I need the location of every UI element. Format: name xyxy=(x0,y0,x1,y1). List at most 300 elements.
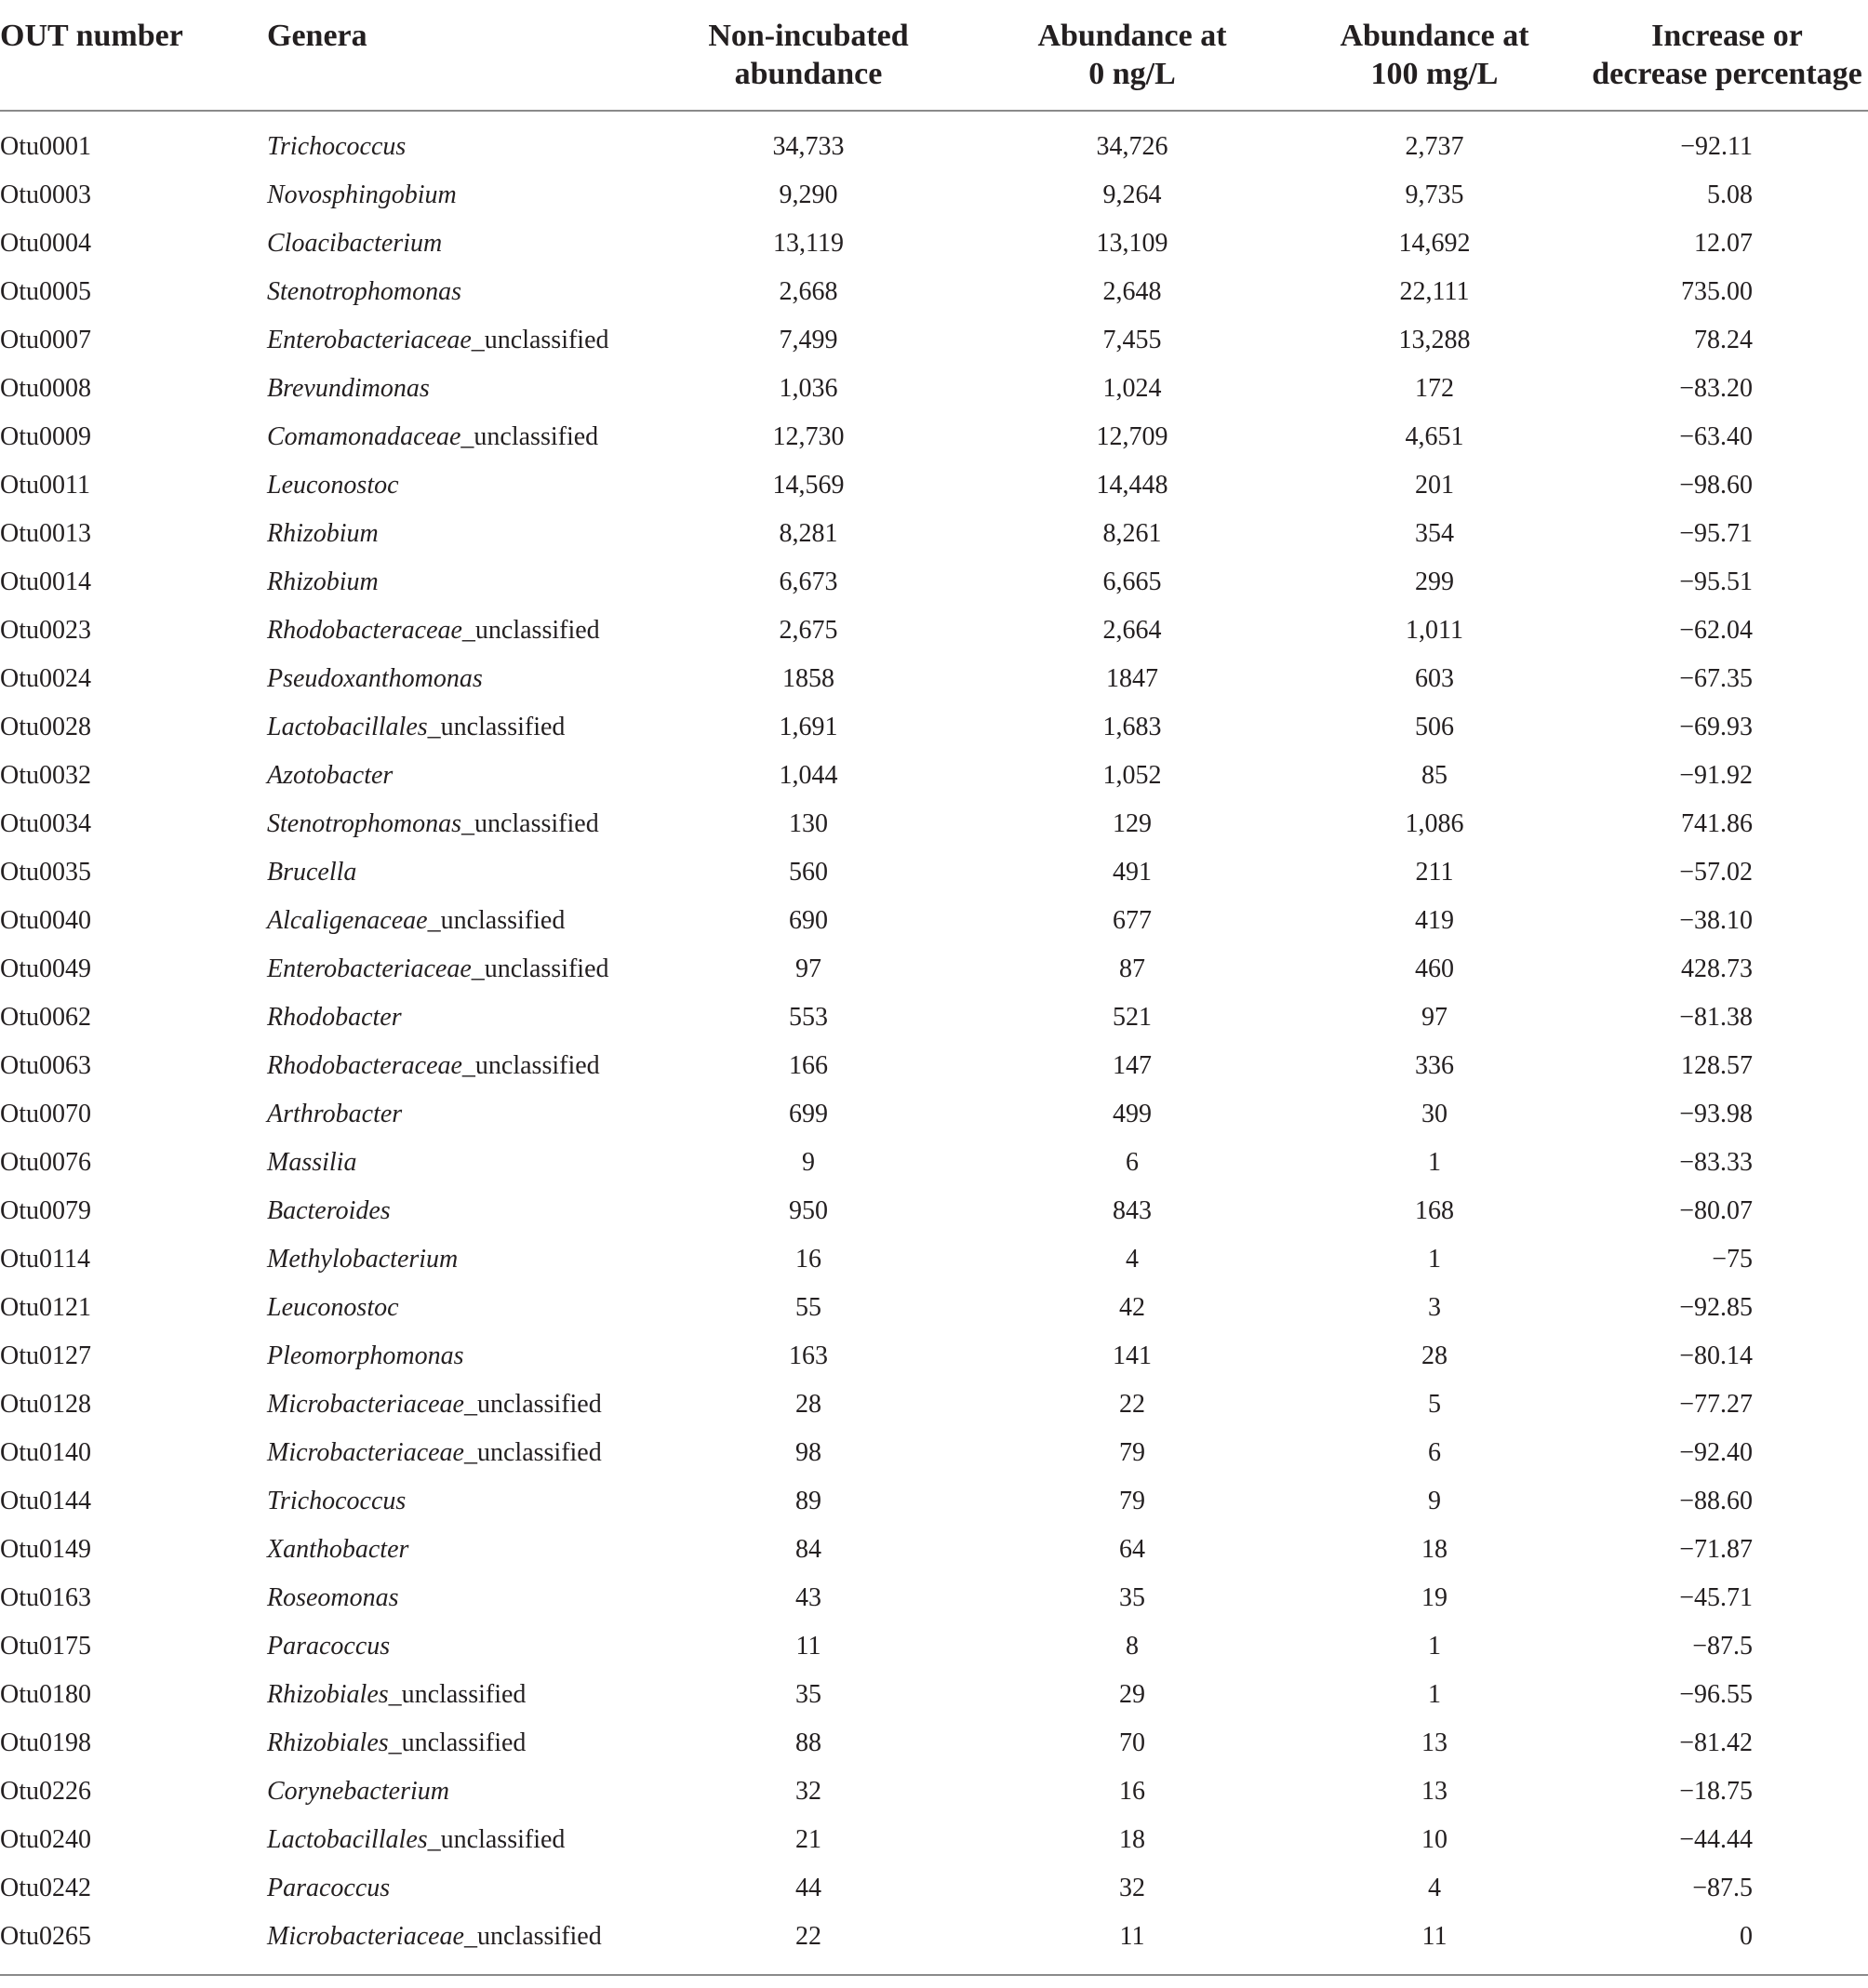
genera-cell xyxy=(267,1284,635,1332)
non-incubated-cell: 16 xyxy=(795,1245,821,1274)
change-percentage-cell: −95.51 xyxy=(1679,567,1753,596)
abundance-0-cell: 14,448 xyxy=(1096,471,1168,500)
genus-name: Massilia xyxy=(267,1148,357,1177)
genus-suffix: _unclassified xyxy=(427,713,566,741)
table-row xyxy=(0,1332,1868,1381)
abundance-100-cell: 9,735 xyxy=(1405,180,1464,209)
otu-number-cell: Otu0144 xyxy=(0,1487,91,1515)
otu-number-cell: Otu0265 xyxy=(0,1922,91,1951)
genus-suffix: _unclassified xyxy=(388,1680,527,1709)
table-row xyxy=(0,1187,1868,1235)
table-row xyxy=(0,365,1868,413)
non-incubated-cell: 2,675 xyxy=(779,616,838,645)
abundance-100-cell: 10 xyxy=(1421,1825,1448,1854)
genus-suffix: _unclassified xyxy=(463,1922,602,1951)
otu-number-cell: Otu0079 xyxy=(0,1196,91,1225)
abundance-0-cell: 6 xyxy=(1126,1148,1139,1177)
non-incubated-cell: 130 xyxy=(789,809,828,838)
genus-name: Stenotrophomonas xyxy=(267,809,461,838)
non-incubated-cell: 98 xyxy=(795,1438,821,1467)
genus-name: Novosphingobium xyxy=(267,180,457,209)
change-percentage-cell: −88.60 xyxy=(1679,1487,1753,1515)
table-row xyxy=(0,1235,1868,1284)
otu-number-cell: Otu0007 xyxy=(0,326,91,354)
genus-name: Microbacteriaceae xyxy=(267,1438,464,1467)
table-row xyxy=(0,1574,1868,1622)
genera-cell xyxy=(267,703,635,752)
table-row xyxy=(0,461,1868,510)
abundance-100-cell: 1,086 xyxy=(1405,809,1464,838)
non-incubated-cell: 163 xyxy=(789,1341,828,1370)
abundance-0-cell: 1,024 xyxy=(1102,374,1162,403)
genus-name: Enterobacteriaceae xyxy=(267,326,472,354)
abundance-100-cell: 211 xyxy=(1415,858,1454,887)
table-row xyxy=(0,268,1868,316)
non-incubated-cell: 2,668 xyxy=(779,277,838,306)
genus-name: Brucella xyxy=(267,858,357,887)
non-incubated-cell: 12,730 xyxy=(772,422,845,451)
change-percentage-cell: −87.5 xyxy=(1692,1874,1753,1902)
genera-cell xyxy=(267,800,635,848)
change-percentage-cell: −81.38 xyxy=(1679,1003,1753,1032)
change-percentage-cell: 0 xyxy=(1740,1922,1753,1951)
non-incubated-cell: 1858 xyxy=(782,664,834,693)
change-percentage-cell: −63.40 xyxy=(1679,422,1753,451)
non-incubated-cell: 35 xyxy=(795,1680,821,1709)
non-incubated-cell: 97 xyxy=(795,954,821,983)
table-row xyxy=(0,558,1868,607)
abundance-0-cell: 1847 xyxy=(1106,664,1158,693)
otu-number-cell: Otu0242 xyxy=(0,1874,91,1902)
genera-cell xyxy=(267,1429,635,1477)
table-row xyxy=(0,1090,1868,1139)
genus-suffix: _unclassified xyxy=(461,1051,600,1080)
change-percentage-cell: −62.04 xyxy=(1679,616,1753,645)
genus-name: Roseomonas xyxy=(267,1583,399,1612)
abundance-100-cell: 460 xyxy=(1415,954,1454,983)
genera-cell xyxy=(267,171,635,220)
table-row xyxy=(0,220,1868,268)
abundance-100-cell: 172 xyxy=(1415,374,1454,403)
otu-number-cell: Otu0028 xyxy=(0,713,91,741)
otu-number-cell: Otu0070 xyxy=(0,1100,91,1128)
table-row xyxy=(0,123,1868,171)
change-percentage-cell: −92.40 xyxy=(1679,1438,1753,1467)
otu-number-cell: Otu0004 xyxy=(0,229,91,258)
table-row xyxy=(0,1816,1868,1864)
change-percentage-cell: −18.75 xyxy=(1679,1777,1753,1806)
genera-cell xyxy=(267,1477,635,1526)
header-spacer-cell xyxy=(0,111,1868,123)
abundance-100-cell: 1 xyxy=(1428,1680,1441,1709)
genus-name: Rhizobium xyxy=(267,519,379,548)
genus-name: Arthrobacter xyxy=(267,1100,403,1128)
genera-cell xyxy=(267,316,635,365)
header-abundance-100-line1: Abundance at xyxy=(1340,19,1529,53)
abundance-100-cell: 3 xyxy=(1428,1293,1441,1322)
abundance-0-cell: 491 xyxy=(1113,858,1152,887)
genera-cell xyxy=(267,897,635,945)
abundance-0-cell: 16 xyxy=(1119,1777,1145,1806)
abundance-100-cell: 4,651 xyxy=(1405,422,1464,451)
change-percentage-cell: −98.60 xyxy=(1679,471,1753,500)
abundance-100-cell: 603 xyxy=(1415,664,1454,693)
abundance-0-cell: 1,052 xyxy=(1102,761,1162,790)
abundance-0-cell: 79 xyxy=(1119,1487,1145,1515)
abundance-0-cell: 29 xyxy=(1119,1680,1145,1709)
abundance-100-cell: 1 xyxy=(1428,1632,1441,1661)
abundance-0-cell: 147 xyxy=(1113,1051,1152,1080)
change-percentage-cell: −38.10 xyxy=(1679,906,1753,935)
change-percentage-cell: −80.07 xyxy=(1679,1196,1753,1225)
abundance-0-cell: 11 xyxy=(1119,1922,1145,1951)
otu-number-cell: Otu0127 xyxy=(0,1341,91,1370)
abundance-0-cell: 35 xyxy=(1119,1583,1145,1612)
genus-name: Pseudoxanthomonas xyxy=(267,664,483,693)
change-percentage-cell: 428.73 xyxy=(1681,954,1753,983)
abundance-100-cell: 28 xyxy=(1421,1341,1448,1370)
header-row xyxy=(0,0,1868,111)
non-incubated-cell: 55 xyxy=(795,1293,821,1322)
genera-cell xyxy=(267,945,635,994)
abundance-100-cell: 201 xyxy=(1415,471,1454,500)
genus-name: Azotobacter xyxy=(267,761,394,790)
genus-name: Rhizobiales xyxy=(267,1680,389,1709)
non-incubated-cell: 6,673 xyxy=(779,567,838,596)
non-incubated-cell: 166 xyxy=(789,1051,828,1080)
change-percentage-cell: −92.11 xyxy=(1680,132,1753,161)
genera-cell xyxy=(267,655,635,703)
genera-cell xyxy=(267,752,635,800)
change-percentage-cell: −75 xyxy=(1712,1245,1753,1274)
genera-cell xyxy=(267,1913,635,1961)
abundance-0-cell: 9,264 xyxy=(1102,180,1162,209)
otu-number-cell: Otu0035 xyxy=(0,858,91,887)
genera-cell xyxy=(267,1816,635,1864)
table-row xyxy=(0,800,1868,848)
table-row xyxy=(0,1139,1868,1187)
genus-name: Leuconostoc xyxy=(267,471,399,500)
otu-number-cell: Otu0163 xyxy=(0,1583,91,1612)
abundance-0-cell: 521 xyxy=(1113,1003,1152,1032)
abundance-0-cell: 677 xyxy=(1113,906,1152,935)
genera-cell xyxy=(267,1332,635,1381)
change-percentage-cell: 741.86 xyxy=(1681,809,1753,838)
header-abundance-100 xyxy=(1283,0,1586,111)
abundance-0-cell: 22 xyxy=(1119,1390,1145,1419)
abundance-0-cell: 79 xyxy=(1119,1438,1145,1467)
otu-number-cell: Otu0149 xyxy=(0,1535,91,1564)
table-row xyxy=(0,1671,1868,1719)
change-percentage-cell: −87.5 xyxy=(1692,1632,1753,1661)
abundance-0-cell: 8,261 xyxy=(1102,519,1162,548)
abundance-0-cell: 2,664 xyxy=(1102,616,1162,645)
otu-number-cell: Otu0032 xyxy=(0,761,91,790)
non-incubated-cell: 44 xyxy=(795,1874,821,1902)
genus-name: Brevundimonas xyxy=(267,374,430,403)
abundance-0-cell: 8 xyxy=(1126,1632,1139,1661)
genera-cell xyxy=(267,994,635,1042)
change-percentage-cell: 5.08 xyxy=(1707,180,1753,209)
header-genera: Genera xyxy=(267,0,635,111)
genera-cell xyxy=(267,1719,635,1768)
change-percentage-cell: 735.00 xyxy=(1681,277,1753,306)
otu-number-cell: Otu0240 xyxy=(0,1825,91,1854)
otu-number-cell: Otu0049 xyxy=(0,954,91,983)
genera-cell xyxy=(267,1042,635,1090)
table-row xyxy=(0,945,1868,994)
abundance-100-cell: 506 xyxy=(1415,713,1454,741)
abundance-100-cell: 6 xyxy=(1428,1438,1441,1467)
otu-number-cell: Otu0076 xyxy=(0,1148,91,1177)
genus-suffix: _unclassified xyxy=(463,1390,602,1419)
change-percentage-cell: 12.07 xyxy=(1694,229,1753,258)
table-row xyxy=(0,1622,1868,1671)
table-body xyxy=(0,111,1868,1961)
change-percentage-cell: −91.92 xyxy=(1679,761,1753,790)
genera-cell xyxy=(267,413,635,461)
genus-name: Rhizobium xyxy=(267,567,379,596)
non-incubated-cell: 32 xyxy=(795,1777,821,1806)
abundance-100-cell: 14,692 xyxy=(1398,229,1471,258)
genus-name: Rhodobacteraceae xyxy=(267,1051,462,1080)
header-change-line1: Increase or xyxy=(1651,19,1803,53)
abundance-0-cell: 2,648 xyxy=(1102,277,1162,306)
table-row xyxy=(0,848,1868,897)
genera-cell xyxy=(267,461,635,510)
genera-cell xyxy=(267,365,635,413)
table-row xyxy=(0,510,1868,558)
non-incubated-cell: 9 xyxy=(802,1148,815,1177)
header-change-line2: decrease percentage xyxy=(1592,57,1862,91)
abundance-100-cell: 168 xyxy=(1415,1196,1454,1225)
non-incubated-cell: 28 xyxy=(795,1390,821,1419)
header-non-incubated-line1: Non-incubated xyxy=(708,19,909,53)
abundance-0-cell: 499 xyxy=(1113,1100,1152,1128)
otu-number-cell: Otu0121 xyxy=(0,1293,91,1322)
otu-number-cell: Otu0198 xyxy=(0,1728,91,1757)
genus-name: Stenotrophomonas xyxy=(267,277,461,306)
abundance-0-cell: 141 xyxy=(1113,1341,1152,1370)
genera-cell xyxy=(267,510,635,558)
abundance-0-cell: 6,665 xyxy=(1102,567,1162,596)
genera-cell xyxy=(267,848,635,897)
table-row xyxy=(0,413,1868,461)
genera-cell xyxy=(267,1574,635,1622)
change-percentage-cell: −83.33 xyxy=(1679,1148,1753,1177)
abundance-0-cell: 7,455 xyxy=(1102,326,1162,354)
abundance-0-cell: 70 xyxy=(1119,1728,1145,1757)
non-incubated-cell: 1,691 xyxy=(779,713,838,741)
genus-name: Lactobacillales xyxy=(267,713,428,741)
abundance-100-cell: 30 xyxy=(1421,1100,1448,1128)
genus-name: Paracoccus xyxy=(267,1632,391,1661)
genera-cell xyxy=(267,558,635,607)
genus-name: Bacteroides xyxy=(267,1196,391,1225)
otu-number-cell: Otu0005 xyxy=(0,277,91,306)
abundance-100-cell: 22,111 xyxy=(1399,277,1470,306)
abundance-0-cell: 18 xyxy=(1119,1825,1145,1854)
genera-cell xyxy=(267,268,635,316)
non-incubated-cell: 950 xyxy=(789,1196,828,1225)
change-percentage-cell: −95.71 xyxy=(1679,519,1753,548)
genus-name: Rhodobacter xyxy=(267,1003,402,1032)
table-row xyxy=(0,316,1868,365)
genus-name: Microbacteriaceae xyxy=(267,1922,464,1951)
change-percentage-cell: −93.98 xyxy=(1679,1100,1753,1128)
abundance-100-cell: 4 xyxy=(1428,1874,1441,1902)
abundance-100-cell: 2,737 xyxy=(1405,132,1464,161)
table-row xyxy=(0,1042,1868,1090)
header-abundance-0 xyxy=(981,0,1283,111)
non-incubated-cell: 89 xyxy=(795,1487,821,1515)
change-percentage-cell: 78.24 xyxy=(1694,326,1753,354)
change-percentage-cell: −96.55 xyxy=(1679,1680,1753,1709)
abundance-100-cell: 1,011 xyxy=(1406,616,1463,645)
non-incubated-cell: 14,569 xyxy=(772,471,845,500)
non-incubated-cell: 560 xyxy=(789,858,828,887)
genus-name: Trichococcus xyxy=(267,132,407,161)
table-row xyxy=(0,607,1868,655)
abundance-0-cell: 12,709 xyxy=(1096,422,1168,451)
change-percentage-cell: −83.20 xyxy=(1679,374,1753,403)
genera-cell xyxy=(267,220,635,268)
genus-suffix: _unclassified xyxy=(460,422,599,451)
genus-suffix: _unclassified xyxy=(388,1728,527,1757)
genera-cell xyxy=(267,1187,635,1235)
table-row xyxy=(0,703,1868,752)
genus-suffix: _unclassified xyxy=(463,1438,602,1467)
abundance-100-cell: 13,288 xyxy=(1398,326,1471,354)
abundance-0-cell: 4 xyxy=(1126,1245,1139,1274)
abundance-100-cell: 97 xyxy=(1421,1003,1448,1032)
non-incubated-cell: 690 xyxy=(789,906,828,935)
abundance-100-cell: 18 xyxy=(1421,1535,1448,1564)
header-otu-number: OUT number xyxy=(0,0,267,111)
non-incubated-cell: 21 xyxy=(795,1825,821,1854)
non-incubated-cell: 11 xyxy=(795,1632,821,1661)
table-row xyxy=(0,1913,1868,1961)
abundance-0-cell: 87 xyxy=(1119,954,1145,983)
abundance-100-cell: 5 xyxy=(1428,1390,1441,1419)
table-row xyxy=(0,1284,1868,1332)
non-incubated-cell: 7,499 xyxy=(779,326,838,354)
abundance-0-cell: 34,726 xyxy=(1096,132,1168,161)
otu-number-cell: Otu0180 xyxy=(0,1680,91,1709)
abundance-0-cell: 32 xyxy=(1119,1874,1145,1902)
genera-cell xyxy=(267,607,635,655)
table-row xyxy=(0,897,1868,945)
otu-number-cell: Otu0001 xyxy=(0,132,91,161)
otu-number-cell: Otu0024 xyxy=(0,664,91,693)
abundance-100-cell: 19 xyxy=(1421,1583,1448,1612)
genus-name: Pleomorphomonas xyxy=(267,1341,464,1370)
otu-number-cell: Otu0003 xyxy=(0,180,91,209)
genus-name: Enterobacteriaceae xyxy=(267,954,472,983)
abundance-100-cell: 9 xyxy=(1428,1487,1441,1515)
change-percentage-cell: 128.57 xyxy=(1681,1051,1753,1080)
otu-number-cell: Otu0023 xyxy=(0,616,91,645)
genus-suffix: _unclassified xyxy=(471,954,609,983)
otu-number-cell: Otu0013 xyxy=(0,519,91,548)
abundance-0-cell: 1,683 xyxy=(1102,713,1162,741)
non-incubated-cell: 88 xyxy=(795,1728,821,1757)
genera-cell xyxy=(267,1671,635,1719)
genus-name: Lactobacillales xyxy=(267,1825,428,1854)
abundance-100-cell: 1 xyxy=(1428,1245,1441,1274)
genus-name: Leuconostoc xyxy=(267,1293,399,1322)
change-percentage-cell: −57.02 xyxy=(1679,858,1753,887)
non-incubated-cell: 1,036 xyxy=(779,374,838,403)
change-percentage-cell: −80.14 xyxy=(1679,1341,1753,1370)
header-spacer-row xyxy=(0,111,1868,123)
otu-number-cell: Otu0062 xyxy=(0,1003,91,1032)
non-incubated-cell: 9,290 xyxy=(779,180,838,209)
abundance-100-cell: 85 xyxy=(1421,761,1448,790)
abundance-100-cell: 419 xyxy=(1415,906,1454,935)
genus-suffix: _unclassified xyxy=(427,1825,566,1854)
genus-name: Alcaligenaceae xyxy=(267,906,428,935)
table-row xyxy=(0,655,1868,703)
table-row xyxy=(0,994,1868,1042)
genera-cell xyxy=(267,1622,635,1671)
non-incubated-cell: 34,733 xyxy=(772,132,845,161)
table-row xyxy=(0,1381,1868,1429)
abundance-100-cell: 13 xyxy=(1421,1777,1448,1806)
otu-number-cell: Otu0011 xyxy=(0,471,90,500)
non-incubated-cell: 84 xyxy=(795,1535,821,1564)
otu-number-cell: Otu0063 xyxy=(0,1051,91,1080)
genus-name: Xanthobacter xyxy=(267,1535,409,1564)
abundance-0-cell: 129 xyxy=(1113,809,1152,838)
change-percentage-cell: −69.93 xyxy=(1679,713,1753,741)
otu-number-cell: Otu0034 xyxy=(0,809,91,838)
header-change-percentage xyxy=(1586,0,1868,111)
otu-number-cell: Otu0114 xyxy=(0,1245,90,1274)
table-row xyxy=(0,171,1868,220)
header-non-incubated-line2: abundance xyxy=(734,57,883,91)
table-row xyxy=(0,1864,1868,1913)
change-percentage-cell: −45.71 xyxy=(1679,1583,1753,1612)
table-bottom-rule xyxy=(0,1974,1868,1976)
otu-number-cell: Otu0040 xyxy=(0,906,91,935)
otu-number-cell: Otu0226 xyxy=(0,1777,91,1806)
non-incubated-cell: 1,044 xyxy=(779,761,838,790)
change-percentage-cell: −71.87 xyxy=(1679,1535,1753,1564)
otu-number-cell: Otu0128 xyxy=(0,1390,91,1419)
genera-cell xyxy=(267,1864,635,1913)
abundance-0-cell: 64 xyxy=(1119,1535,1145,1564)
genera-cell xyxy=(267,123,635,171)
genera-cell xyxy=(267,1090,635,1139)
change-percentage-cell: −67.35 xyxy=(1679,664,1753,693)
genera-cell xyxy=(267,1381,635,1429)
header-abundance-0-line1: Abundance at xyxy=(1037,19,1227,53)
change-percentage-cell: −92.85 xyxy=(1679,1293,1753,1322)
change-percentage-cell: −44.44 xyxy=(1679,1825,1753,1854)
genus-suffix: _unclassified xyxy=(460,809,599,838)
non-incubated-cell: 22 xyxy=(795,1922,821,1951)
non-incubated-cell: 43 xyxy=(795,1583,821,1612)
genus-name: Methylobacterium xyxy=(267,1245,459,1274)
abundance-100-cell: 336 xyxy=(1415,1051,1454,1080)
otu-number-cell: Otu0140 xyxy=(0,1438,91,1467)
genera-cell xyxy=(267,1526,635,1574)
abundance-100-cell: 1 xyxy=(1428,1148,1441,1177)
genus-name: Rhodobacteraceae xyxy=(267,616,462,645)
table-row xyxy=(0,1477,1868,1526)
header-abundance-0-line2: 0 ng/L xyxy=(1088,57,1176,91)
